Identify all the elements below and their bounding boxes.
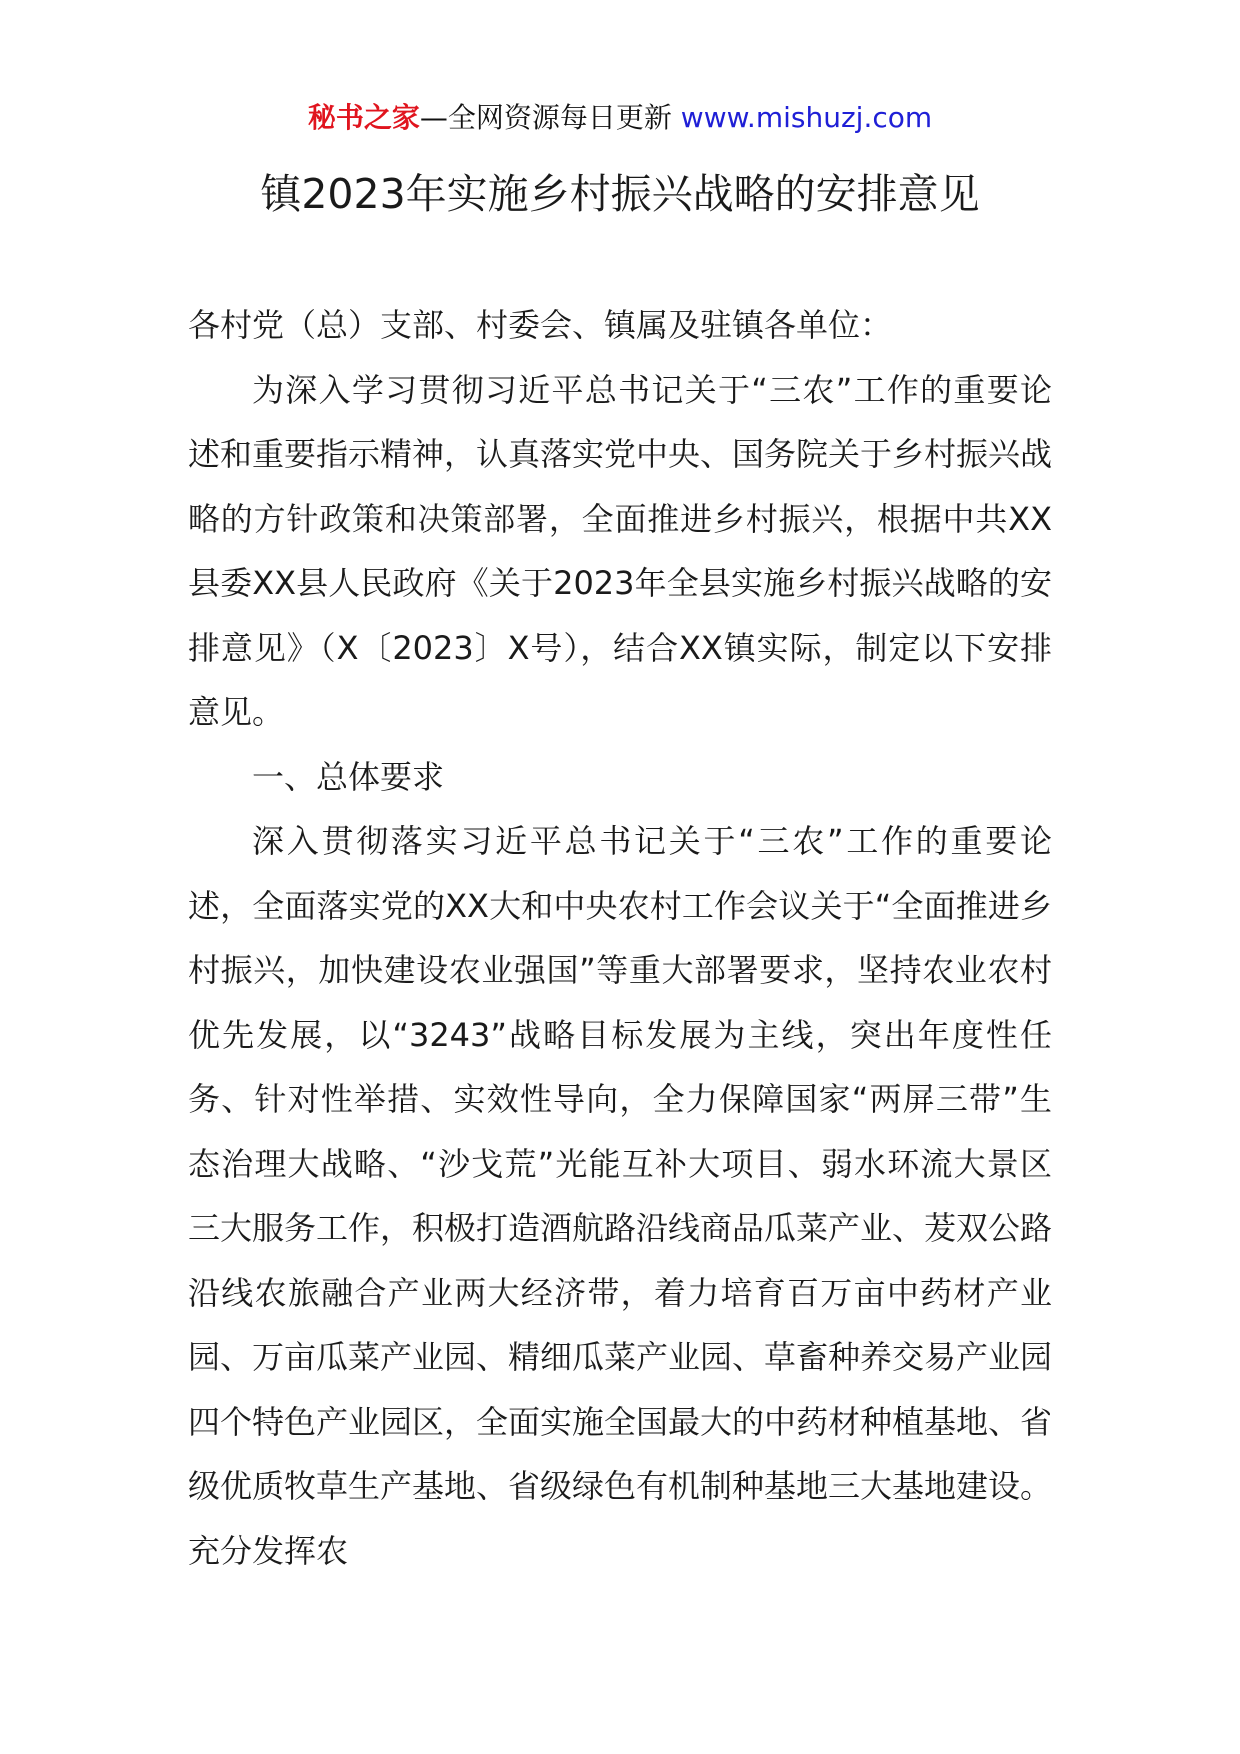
site-url-link[interactable]: www.mishuzj.com <box>680 101 933 134</box>
salutation: 各村党（总）支部、村委会、镇属及驻镇各单位： <box>188 306 893 344</box>
site-header <box>0 98 1240 138</box>
section-paragraph: 深入贯彻落实习近平总书记关于“三农”工作的重要论述，全面落实党的XX大和中央农村工作会议关于“全面推进乡村振兴，加快建设农业强国”等重大部署要求，坚持农业农村优先发展，以“3243”战略目标发展为主线，突出年度性任务、针对性举措、实效性导向，全力保障国家“两屏三带”生态治理大战略、“沙戈荒”光能互补大项目、弱水环流大景区三大服务工作，积极打造酒航路沿线商品瓜菜产业、茇双公路沿线农旅融合产业两大经济带，着力培育百万亩中药材产业园、万亩瓜菜产业园、精细瓜菜产业园、草畜种养交易产业园四个特色产业园区，全面实施全国最大的中药材种植基地、省级优质牧草生产基地、省级绿色有机制种基地三大基地建设。充分发挥农 <box>188 822 1053 1570</box>
brand-name: 秘书之家 <box>307 101 420 134</box>
intro-paragraph: 为深入学习贯彻习近平总书记关于“三农”工作的重要论述和重要指示精神，认真落实党中央、国务院关于乡村振兴战略的方针政策和决策部署，全面推进乡村振兴，根据中共XX县委XX县人民政府《关于2023年全县实施乡村振兴战略的安排意见》（X〔2023〕X号），结合XX镇实际，制定以下安排意见。 <box>188 370 1053 731</box>
document-body <box>188 293 1052 1583</box>
document-title: 镇2023年实施乡村振兴战略的安排意见 <box>260 170 980 218</box>
section-heading: 一、总体要求 <box>252 757 445 796</box>
header-slogan: —全网资源每日更新 <box>419 101 672 134</box>
